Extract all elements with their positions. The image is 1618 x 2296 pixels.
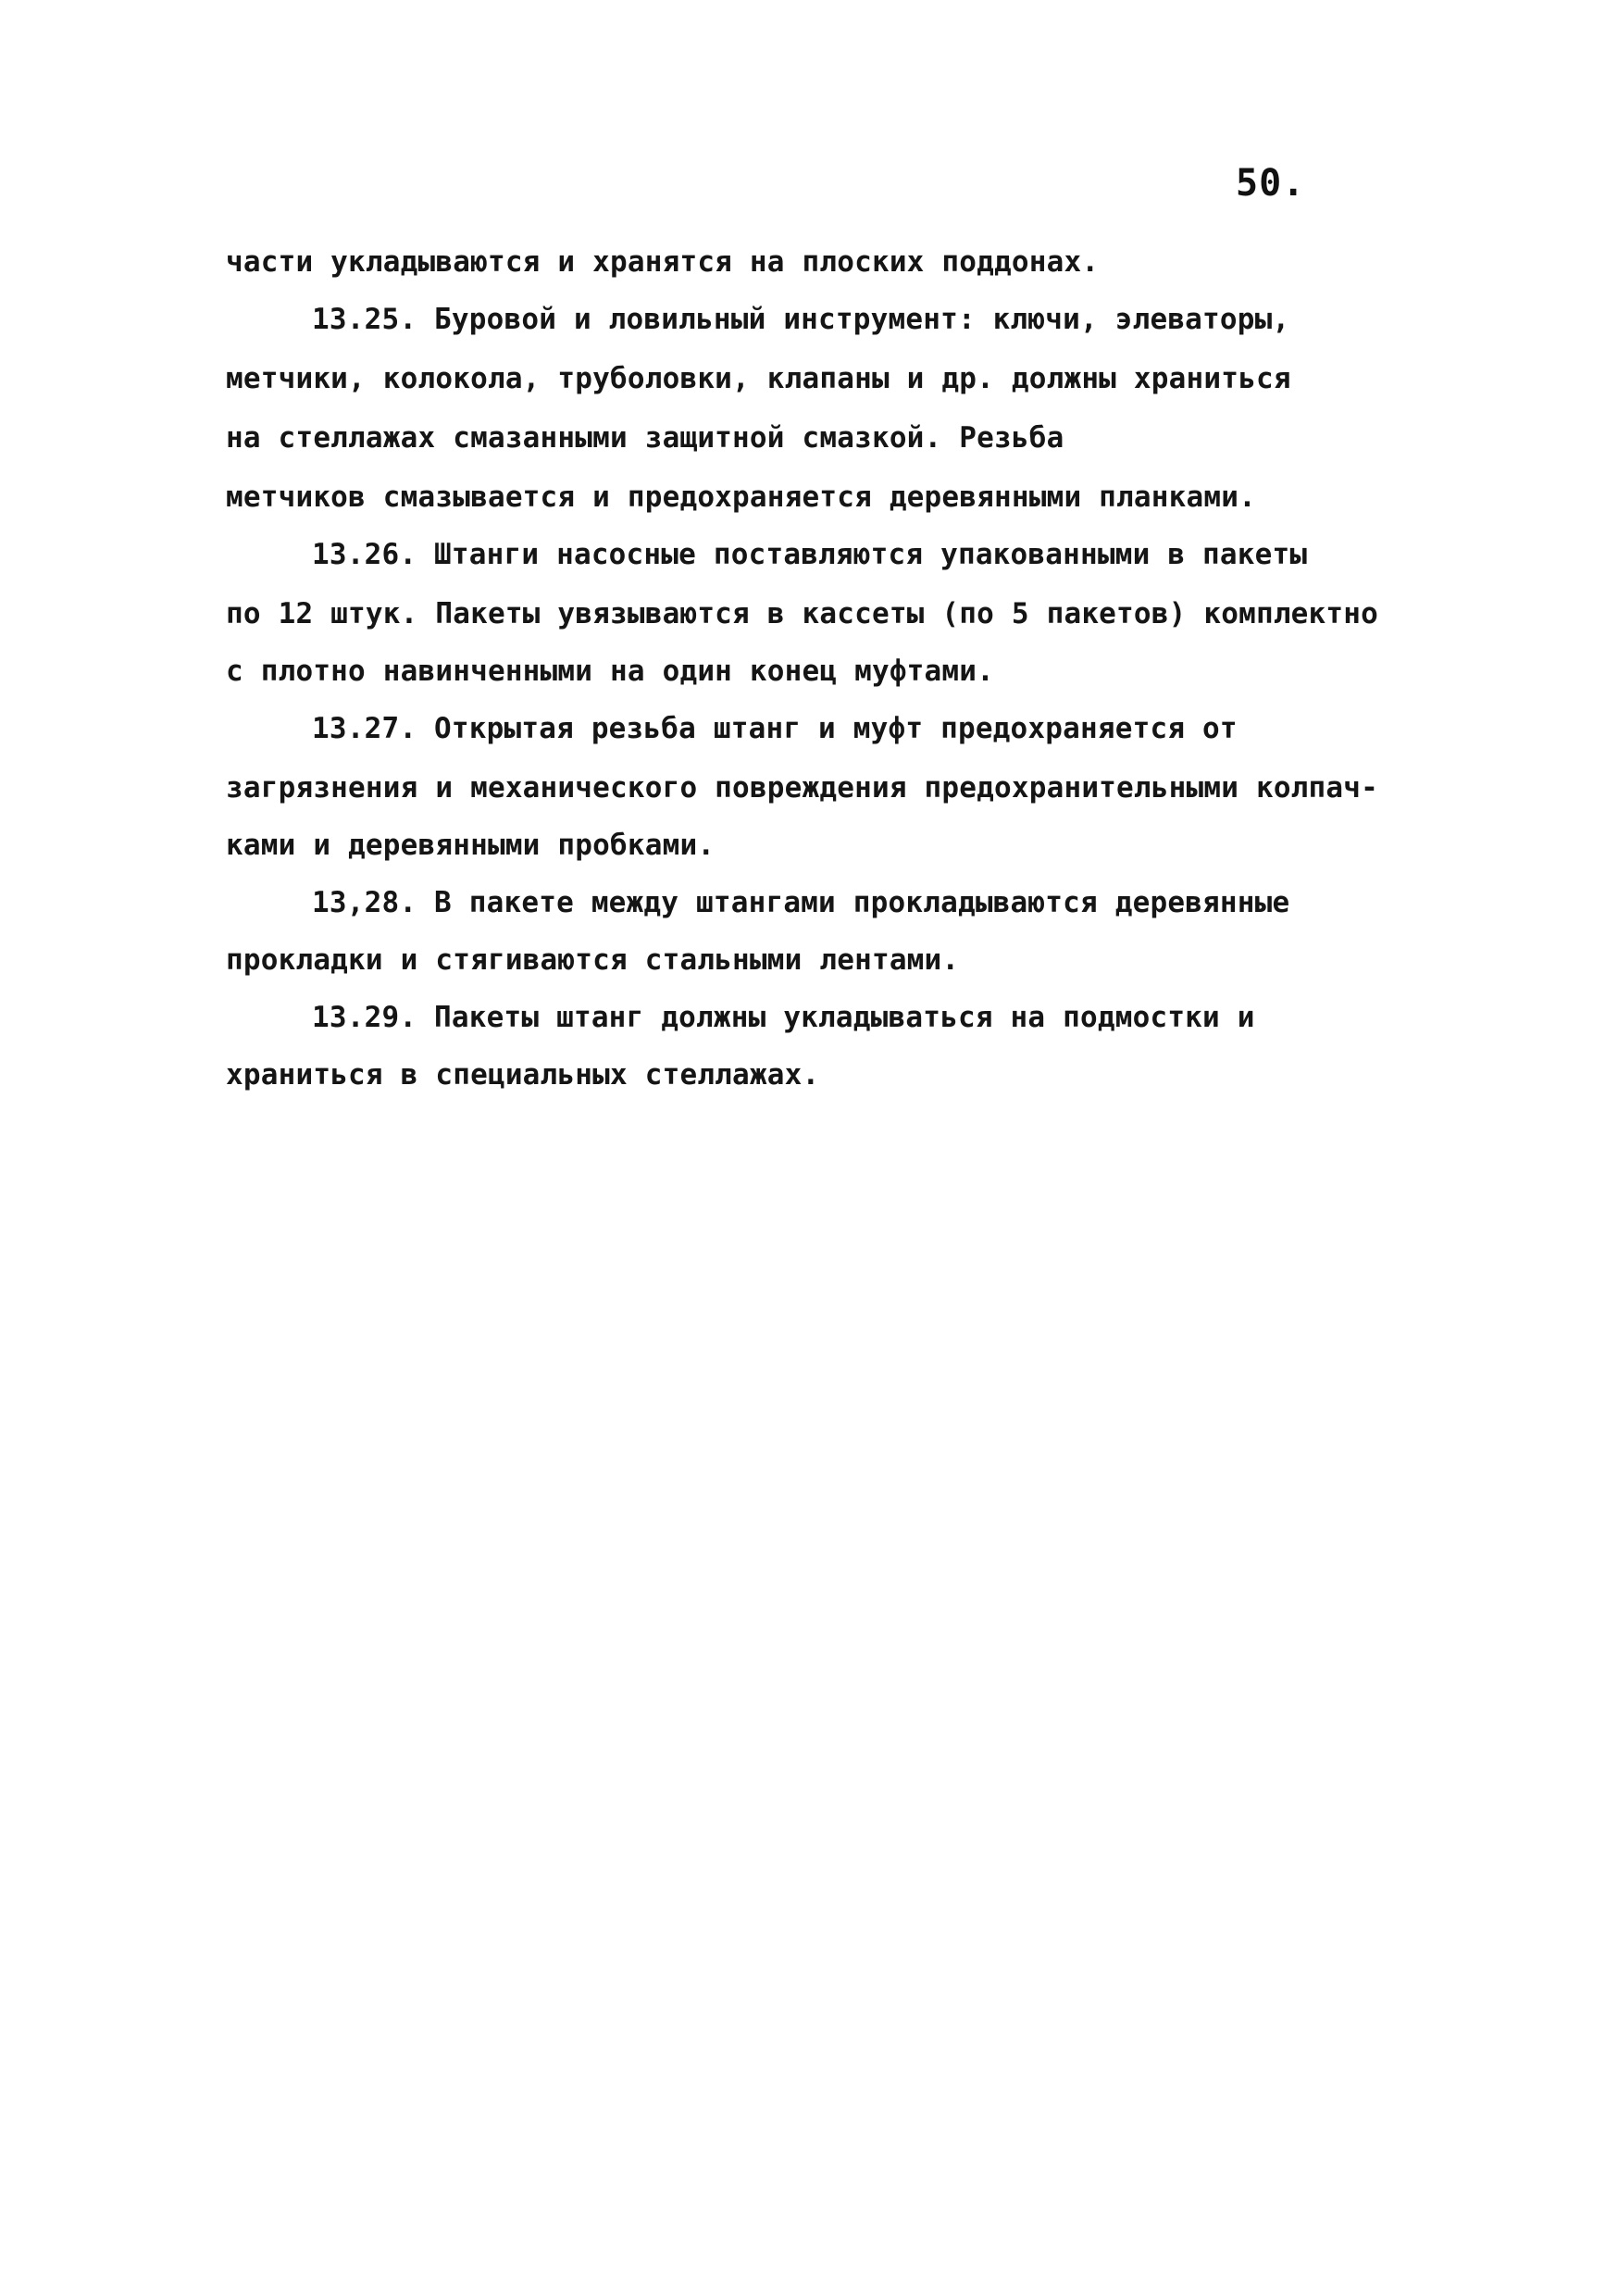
- page-number: 50.: [1236, 162, 1306, 205]
- text-line-10: загрязнения и механического повреждения предохранительными колпач-: [226, 771, 1378, 805]
- text-line-8: с плотно навинченными на один конец муфтами.: [226, 655, 994, 688]
- text-line-5: метчиков смазывается и предохраняется деревянными планками.: [226, 480, 1256, 514]
- text-line-9: 13.27. Открытая резьба штанг и муфт предохраняется от: [312, 712, 1238, 745]
- text-line-7: по 12 штук. Пакеты увязываются в кассеты (по 5 пакетов) комплектно: [226, 597, 1378, 630]
- text-line-4: на стеллажах смазанными защитной смазкой. Резьба: [226, 421, 1064, 455]
- text-line-15: храниться в специальных стеллажах.: [226, 1058, 820, 1092]
- text-line-14: 13.29. Пакеты штанг должны укладываться на подмостки и: [312, 1001, 1255, 1034]
- text-line-2: 13.25. Буровой и ловильный инструмент: ключи, элеваторы,: [312, 303, 1290, 336]
- text-line-6: 13.26. Штанги насосные поставляются упакованными в пакеты: [312, 538, 1308, 571]
- text-line-12: 13,28. В пакете между штангами прокладываются деревянные: [312, 886, 1290, 919]
- text-line-13: прокладки и стягиваются стальными лентами.: [226, 943, 960, 977]
- text-line-1: части укладываются и хранятся на плоских поддонах.: [226, 245, 1100, 279]
- text-line-3: метчики, колокола, труболовки, клапаны и др. должны храниться: [226, 362, 1291, 395]
- text-line-11: ками и деревянными пробками.: [226, 829, 716, 862]
